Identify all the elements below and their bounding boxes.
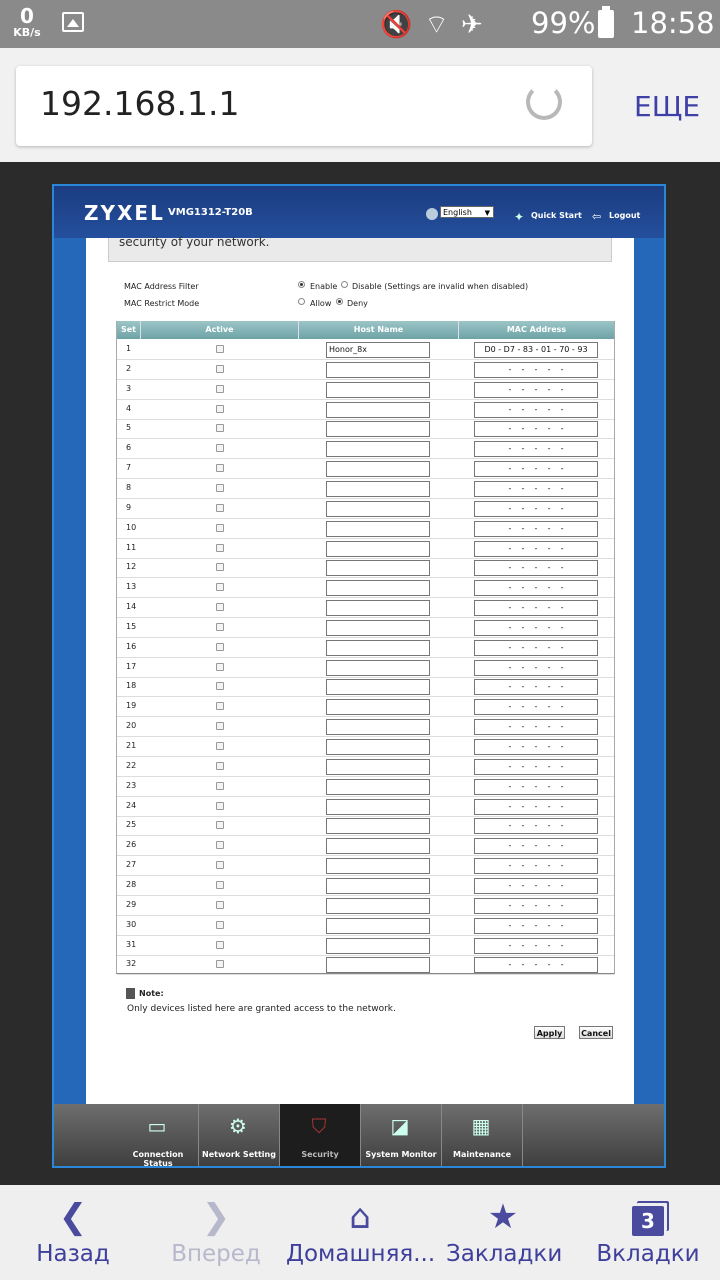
table-row [117,539,614,559]
active-checkbox[interactable] [216,762,224,770]
active-checkbox[interactable] [216,563,224,571]
mode-deny-radio[interactable] [336,298,343,305]
cancel-button[interactable]: Cancel [579,1026,613,1039]
host-name-input[interactable] [326,560,430,576]
mac-address-input[interactable]: - - - - - [474,719,598,735]
mac-address-input[interactable]: - - - - - [474,402,598,418]
tab-network-setting[interactable]: ⚙ Network Setting [199,1104,280,1166]
router-footer-nav [54,1104,664,1166]
col-set: Set [117,321,141,339]
set-number: 4 [126,403,132,413]
table-row [117,777,614,797]
table-row [117,836,614,856]
tabs-icon: 3 [594,1185,702,1241]
clock: 18:58 [631,6,715,40]
host-name-input[interactable] [326,481,430,497]
host-name-input[interactable] [326,957,430,973]
model-name: VMG1312-T20B [168,207,253,218]
active-checkbox[interactable] [216,802,224,810]
browser-toolbar [0,48,720,162]
active-checkbox[interactable] [216,901,224,909]
content-panel [86,235,634,1104]
filter-enable-label: Enable [310,282,338,291]
mac-address-input[interactable]: - - - - - [474,382,598,398]
host-name-input[interactable] [326,501,430,517]
mac-address-input[interactable]: - - - - - [474,600,598,616]
host-name-input[interactable] [326,441,430,457]
tools-icon: ▦ [471,1114,491,1138]
address-bar[interactable] [16,66,592,146]
table-row [117,797,614,817]
mac-address-input[interactable]: - - - - - [474,699,598,715]
host-name-input[interactable] [326,699,430,715]
active-checkbox[interactable] [216,583,224,591]
table-row [117,419,614,439]
table-row [117,558,614,578]
host-name-input[interactable] [326,818,430,834]
active-checkbox[interactable] [216,464,224,472]
table-header [117,321,614,339]
active-checkbox[interactable] [216,663,224,671]
table-row [117,697,614,717]
logout-link[interactable]: Logout [609,211,641,220]
active-checkbox[interactable] [216,821,224,829]
set-number: 23 [126,780,137,790]
active-checkbox[interactable] [216,444,224,452]
mac-address-input[interactable]: - - - - - [474,580,598,596]
active-checkbox[interactable] [216,881,224,889]
active-checkbox[interactable] [216,782,224,790]
mac-address-input[interactable]: - - - - - [474,779,598,795]
set-number: 25 [126,820,137,830]
set-number: 20 [126,721,137,731]
active-checkbox[interactable] [216,722,224,730]
host-name-input[interactable] [326,580,430,596]
col-mac-address: MAC Address [506,325,567,334]
filter-disable-label: Disable (Settings are invalid when disabled) [352,282,529,291]
logout-icon[interactable]: ⇦ [592,210,602,223]
active-checkbox[interactable] [216,623,224,631]
mac-address-input[interactable]: - - - - - [474,521,598,537]
mac-filter-table [116,321,615,974]
mac-address-input[interactable]: - - - - - [474,759,598,775]
table-row [117,737,614,757]
note-text: Only devices listed here are granted access to the network. [127,1004,396,1014]
host-name-input[interactable] [326,521,430,537]
mac-address-input[interactable]: - - - - - [474,541,598,557]
mac-address-input[interactable]: - - - - - [474,938,598,954]
col-host-name: Host Name [299,321,459,339]
host-name-input[interactable] [326,660,430,676]
more-menu-button[interactable]: ЕЩЕ [634,90,701,123]
active-checkbox[interactable] [216,682,224,690]
mac-address-input[interactable]: - - - - - [474,858,598,874]
battery-icon [598,10,614,38]
table-row [117,896,614,916]
mute-icon: 🔇 [380,10,425,40]
host-name-input[interactable] [326,878,430,894]
col-active: Active [141,321,299,339]
host-name-input[interactable] [326,600,430,616]
mac-filter-label: MAC Address Filter [124,282,199,291]
host-name-input[interactable] [326,421,430,437]
active-checkbox[interactable] [216,385,224,393]
note-icon [126,988,135,999]
tab-maintenance[interactable]: ▦ Maintenance [442,1104,523,1166]
table-row [117,340,614,360]
set-number: 18 [126,681,137,691]
active-checkbox[interactable] [216,941,224,949]
table-row [117,360,614,380]
host-name-input[interactable] [326,541,430,557]
host-name-input[interactable] [326,640,430,656]
set-number: 7 [126,463,132,473]
host-name-input[interactable] [326,620,430,636]
bookmarks-button[interactable]: ★ Закладки [446,1185,560,1280]
host-name-input[interactable] [326,938,430,954]
host-name-input[interactable] [326,838,430,854]
mac-address-input[interactable]: - - - - - [474,441,598,457]
shield-icon: ⛉ [311,1114,327,1138]
active-checkbox[interactable] [216,603,224,611]
active-checkbox[interactable] [216,960,224,968]
table-row [117,519,614,539]
dropdown-arrow-icon: ▼ [484,209,490,217]
active-checkbox[interactable] [216,643,224,651]
host-name-input[interactable] [326,898,430,914]
brand-logo: ZYXEL [84,201,165,225]
apply-button[interactable]: Apply [534,1026,565,1039]
set-number: 32 [126,959,137,969]
router-header [54,186,664,238]
quick-start-link[interactable]: Quick Start [531,211,582,220]
airplane-icon: ✈ [460,10,495,40]
table-row [117,439,614,459]
table-row [117,479,614,499]
browser-bottom-nav [0,1185,720,1280]
table-row [117,677,614,697]
table-row [117,499,614,519]
set-number: 2 [126,363,132,373]
active-checkbox[interactable] [216,405,224,413]
filter-disable-radio[interactable] [341,281,348,288]
host-name-input[interactable] [326,382,430,398]
mac-address-input[interactable]: - - - - - [474,501,598,517]
mac-address-input[interactable]: - - - - - [474,918,598,934]
table-row [117,757,614,777]
active-checkbox[interactable] [216,365,224,373]
host-name-input[interactable] [326,759,430,775]
host-name-input[interactable] [326,402,430,418]
battery-percent: 99% [531,6,596,40]
back-button[interactable]: ❮ Назад [18,1185,128,1280]
host-name-input[interactable] [326,739,430,755]
host-name-input[interactable] [326,461,430,477]
reload-icon[interactable] [526,84,562,120]
host-name-input[interactable] [326,362,430,378]
tabs-button[interactable]: 3 Вкладки [594,1185,702,1280]
mode-allow-radio[interactable] [298,298,305,305]
mac-address-input[interactable]: - - - - - [474,739,598,755]
active-checkbox[interactable] [216,702,224,710]
set-number: 22 [126,760,137,770]
status-icons [380,8,495,41]
mac-address-input[interactable]: - - - - - [474,660,598,676]
mac-address-input[interactable]: - - - - - [474,620,598,636]
host-name-input[interactable] [326,779,430,795]
forward-button[interactable]: ❯ Вперед [160,1185,272,1280]
wand-icon[interactable]: ✦ [514,210,525,224]
intro-box: security of your network. [108,238,612,262]
mac-address-input[interactable]: - - - - - [474,421,598,437]
set-number: 31 [126,939,137,949]
home-button[interactable]: ⌂ Домашняя... [286,1185,434,1280]
mac-address-input[interactable]: - - - - - [474,640,598,656]
mac-address-input[interactable]: D0 - D7 - 83 - 01 - 70 - 93 [474,342,598,358]
chart-monitor-icon: ◪ [390,1114,410,1138]
host-name-input[interactable] [326,918,430,934]
host-name-input[interactable] [326,719,430,735]
filter-enable-radio[interactable] [298,281,305,288]
note-title: Note: [139,989,164,998]
active-checkbox[interactable] [216,742,224,750]
set-number: 3 [126,383,132,393]
mac-address-input[interactable]: - - - - - [474,799,598,815]
home-icon: ⌂ [349,1197,371,1237]
active-checkbox[interactable] [216,424,224,432]
status-bar [0,0,720,48]
table-row [117,658,614,678]
active-checkbox[interactable] [216,861,224,869]
host-name-input[interactable] [326,858,430,874]
mac-address-input[interactable]: - - - - - [474,818,598,834]
tab-security[interactable]: ⛉ Security [280,1104,361,1166]
bookmark-icon: ★ [487,1197,519,1237]
table-row [117,816,614,836]
active-checkbox[interactable] [216,841,224,849]
network-speed: 0 KB/s [13,4,41,39]
mac-address-input[interactable]: - - - - - [474,957,598,973]
mac-address-input[interactable]: - - - - - [474,838,598,854]
set-number: 28 [126,879,137,889]
restrict-mode-label: MAC Restrict Mode [124,299,200,308]
set-number: 24 [126,800,137,810]
set-number: 6 [126,443,132,453]
set-number: 14 [126,602,137,612]
mac-address-input[interactable]: - - - - - [474,560,598,576]
table-row [117,876,614,896]
mac-address-input[interactable]: - - - - - [474,461,598,477]
tab-connection-status[interactable]: ▭ Connection Status [118,1104,199,1166]
url-text[interactable]: 192.168.1.1 [40,84,240,123]
mac-address-input[interactable]: - - - - - [474,878,598,894]
set-number: 13 [126,582,137,592]
set-number: 12 [126,562,137,572]
mac-address-input[interactable]: - - - - - [474,481,598,497]
table-row [117,618,614,638]
table-row [117,916,614,936]
table-row [117,400,614,420]
table-row [117,638,614,658]
mode-deny-label: Deny [347,299,368,308]
chevron-right-icon: ❯ [201,1197,231,1237]
mac-address-input[interactable]: - - - - - [474,362,598,378]
set-number: 21 [126,741,137,750]
active-checkbox[interactable] [216,345,224,353]
set-number: 1 [126,344,132,353]
set-number: 8 [126,482,132,492]
table-row [117,955,614,975]
active-checkbox[interactable] [216,921,224,929]
table-row [117,459,614,479]
table-row [117,717,614,737]
table-row [117,936,614,956]
table-row [117,578,614,598]
chevron-left-icon: ❮ [58,1197,88,1237]
set-number: 15 [126,621,137,631]
set-number: 10 [126,522,137,532]
table-row [117,380,614,400]
active-checkbox[interactable] [216,484,224,492]
wifi-icon: ⌔ [424,10,461,40]
active-checkbox[interactable] [216,544,224,552]
set-number: 16 [126,641,137,651]
set-number: 11 [126,542,137,552]
table-row [117,598,614,618]
monitor-icon: ▭ [147,1114,167,1138]
set-number: 27 [126,860,137,870]
set-number: 29 [126,899,137,909]
tab-system-monitor[interactable]: ◪ System Monitor [361,1104,442,1166]
set-number: 17 [126,661,137,671]
set-number: 30 [126,919,137,929]
host-name-input[interactable] [326,679,430,695]
globe-icon [426,208,438,220]
image-notification-icon [62,12,84,32]
set-number: 26 [126,840,137,850]
mode-allow-label: Allow [310,299,332,308]
set-number: 19 [126,701,137,711]
set-number: 9 [126,502,132,512]
language-select[interactable]: English ▼ [440,206,494,218]
router-page [52,184,666,1168]
mac-address-input[interactable]: - - - - - [474,679,598,695]
set-number: 5 [126,423,132,433]
mac-address-input[interactable]: - - - - - [474,898,598,914]
active-checkbox[interactable] [216,524,224,532]
gear-icon: ⚙ [229,1114,247,1138]
host-name-input[interactable]: Honor_8x [326,342,430,358]
active-checkbox[interactable] [216,504,224,512]
host-name-input[interactable] [326,799,430,815]
table-row [117,856,614,876]
